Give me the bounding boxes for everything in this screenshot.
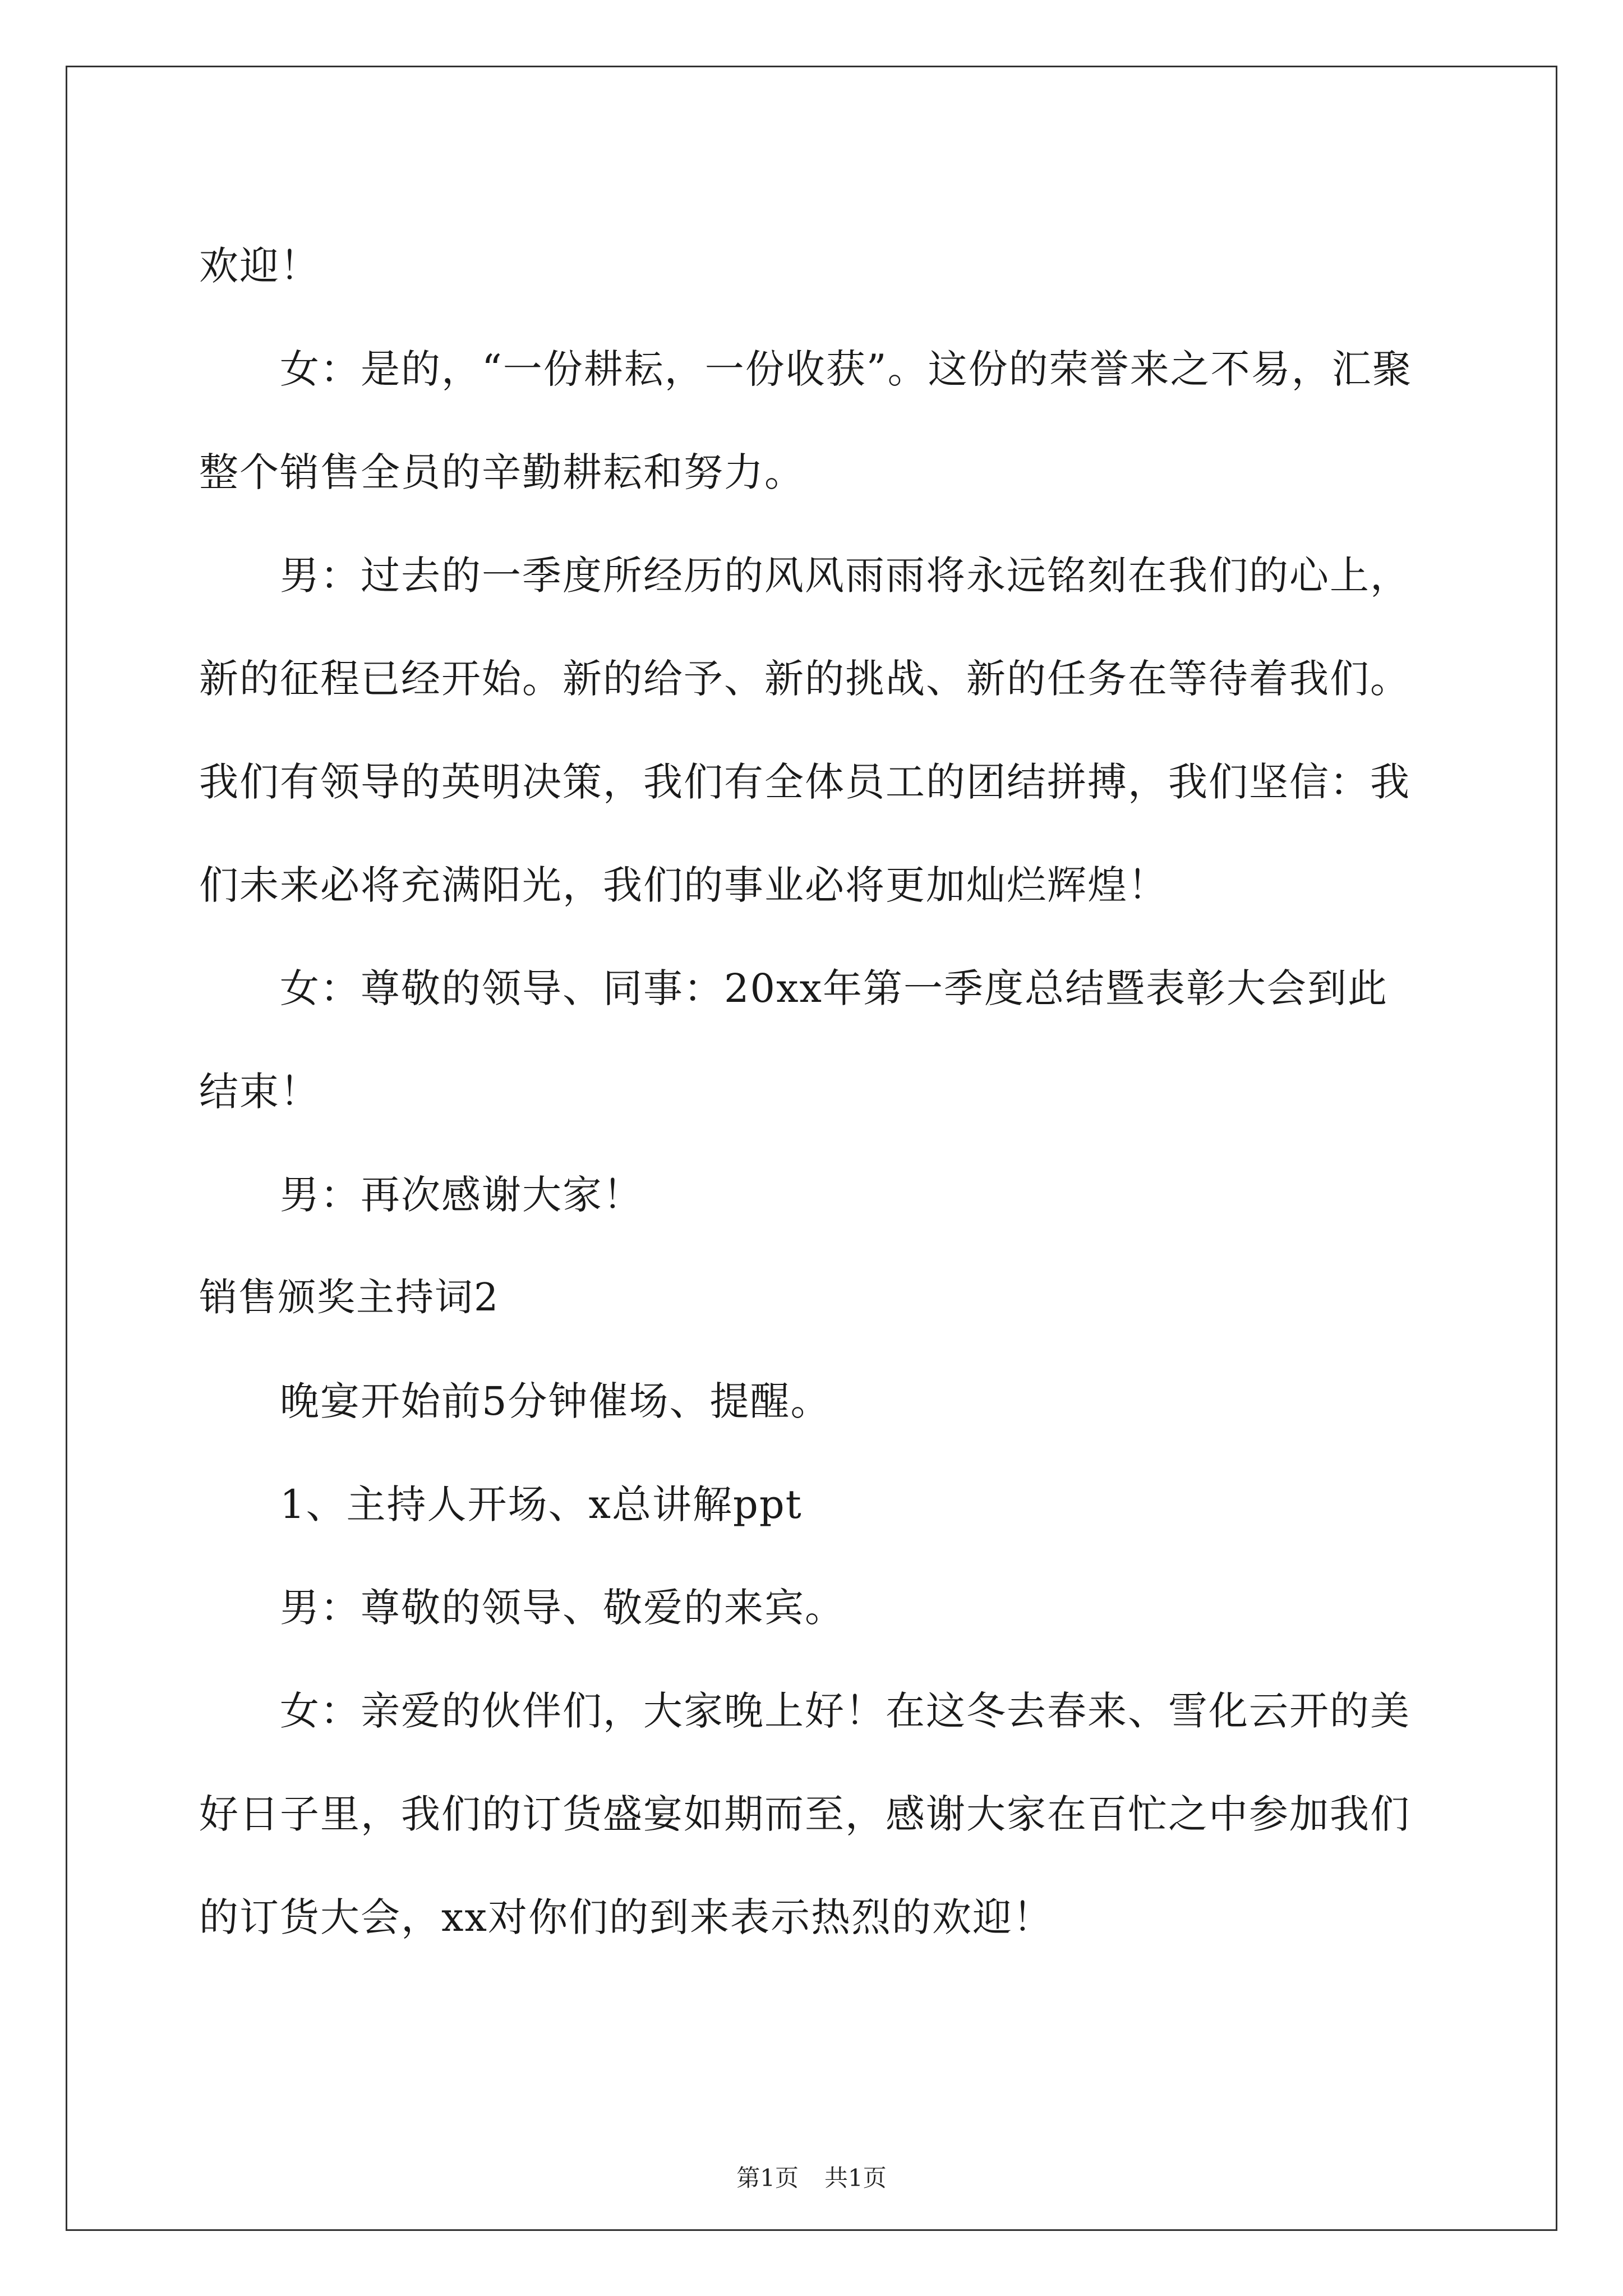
paragraph-male-greeting: 男：尊敬的领导、敬爱的来宾。 — [280, 1585, 845, 1631]
document-body — [199, 214, 1422, 1969]
paragraph-opening-item: 1、主持人开场、x总讲解ppt — [280, 1481, 803, 1527]
paragraph-male-thanks: 男：再次感谢大家！ — [280, 1172, 643, 1218]
paragraph-welcome: 欢迎！ — [199, 243, 320, 289]
page-footer — [0, 2160, 1623, 2193]
page-number: 第1页 — [736, 2164, 799, 2192]
page-total: 共1页 — [824, 2164, 887, 2192]
paragraph-male-journey: 男：过去的一季度所经历的风风雨雨将永远铭刻在我们的心上，新的征程已经开始。新的给予、新的挑战、新的任务在等待着我们。我们有领导的英明决策，我们有全体员工的团结拼搏，我们坚信：我们未来必将充满阳光，我们的事业必将更加灿烂辉煌！ — [199, 553, 1410, 908]
section-heading: 销售颁奖主持词2 — [199, 1276, 500, 1320]
paragraph-reminder: 晚宴开始前5分钟催场、提醒。 — [280, 1378, 831, 1424]
paragraph-female-welcome: 女：亲爱的伙伴们，大家晚上好！在这冬去春来、雪化云开的美好日子里，我们的订货盛宴如期而至，感谢大家在百忙之中参加我们的订货大会，xx对你们的到来表示热烈的欢迎！ — [199, 1688, 1410, 1940]
paragraph-female-honor: 女：是的，“一份耕耘，一份收获”。这份的荣誉来之不易，汇聚整个销售全员的辛勤耕耘和努力。 — [199, 346, 1413, 495]
paragraph-female-closing: 女：尊敬的领导、同事：20xx年第一季度总结暨表彰大会到此结束！ — [199, 965, 1389, 1115]
